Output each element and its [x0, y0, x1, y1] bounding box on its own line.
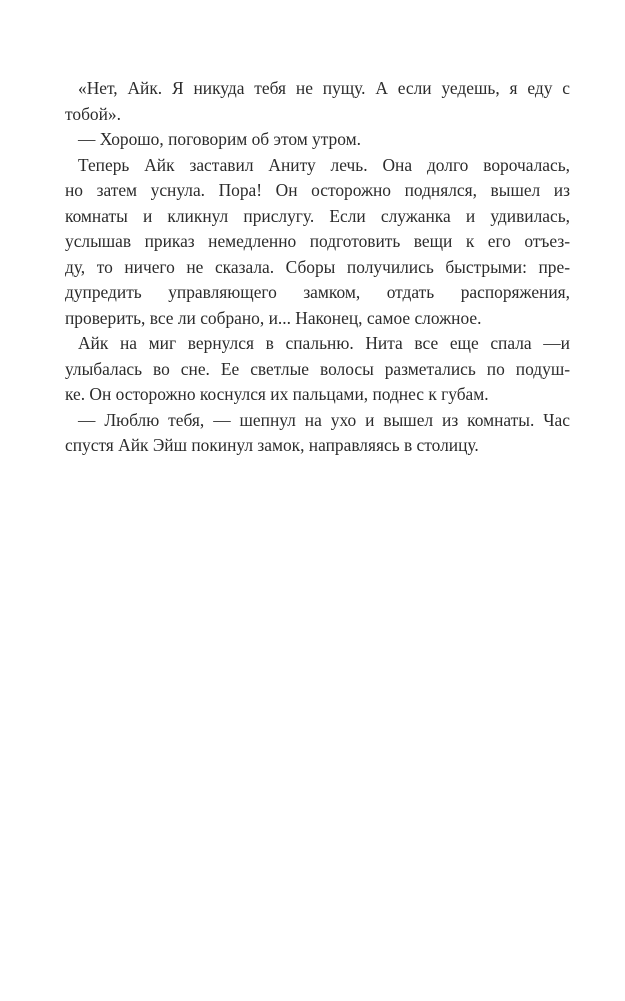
text-line-7: услышав приказ немедленно подготовить вещи к его отъез-: [65, 231, 570, 251]
text-line-9: дупредить управляющего замком, отдать распоряжения,: [65, 282, 570, 302]
text-line-3: — Хорошо, поговорим об этом утром.: [78, 129, 361, 149]
text-line-15: спустя Айк Эйш покинул замок, направляясь в столицу.: [65, 435, 479, 455]
text-line-4: Теперь Айк заставил Аниту лечь. Она долго ворочалась,: [78, 154, 570, 175]
text-line-10: проверить, все ли собрано, и... Наконец, самое сложное.: [65, 307, 482, 328]
text-line-11: Айк на миг вернулся в спальню. Нита все еще спала —и: [78, 333, 570, 353]
text-line-13: ке. Он осторожно коснулся их пальцами, поднес к губам.: [65, 384, 489, 404]
text-line-6: комнаты и кликнул прислугу. Если служанка и удивилась,: [65, 205, 570, 226]
text-line-12: улыбалась во сне. Ее светлые волосы разметались по подуш-: [65, 358, 570, 379]
text-line-14: — Люблю тебя, — шепнул на ухо и вышел из комнаты. Час: [78, 409, 570, 430]
text-line-2: тобой».: [65, 103, 121, 124]
body-text: [65, 76, 570, 459]
text-line-8: ду, то ничего не сказала. Сборы получились быстрыми: пре-: [65, 256, 570, 277]
text-line-5: но затем уснула. Пора! Он осторожно поднялся, вышел из: [65, 180, 570, 200]
text-line-1: «Нет, Айк. Я никуда тебя не пущу. А если уедешь, я еду с: [78, 78, 570, 98]
